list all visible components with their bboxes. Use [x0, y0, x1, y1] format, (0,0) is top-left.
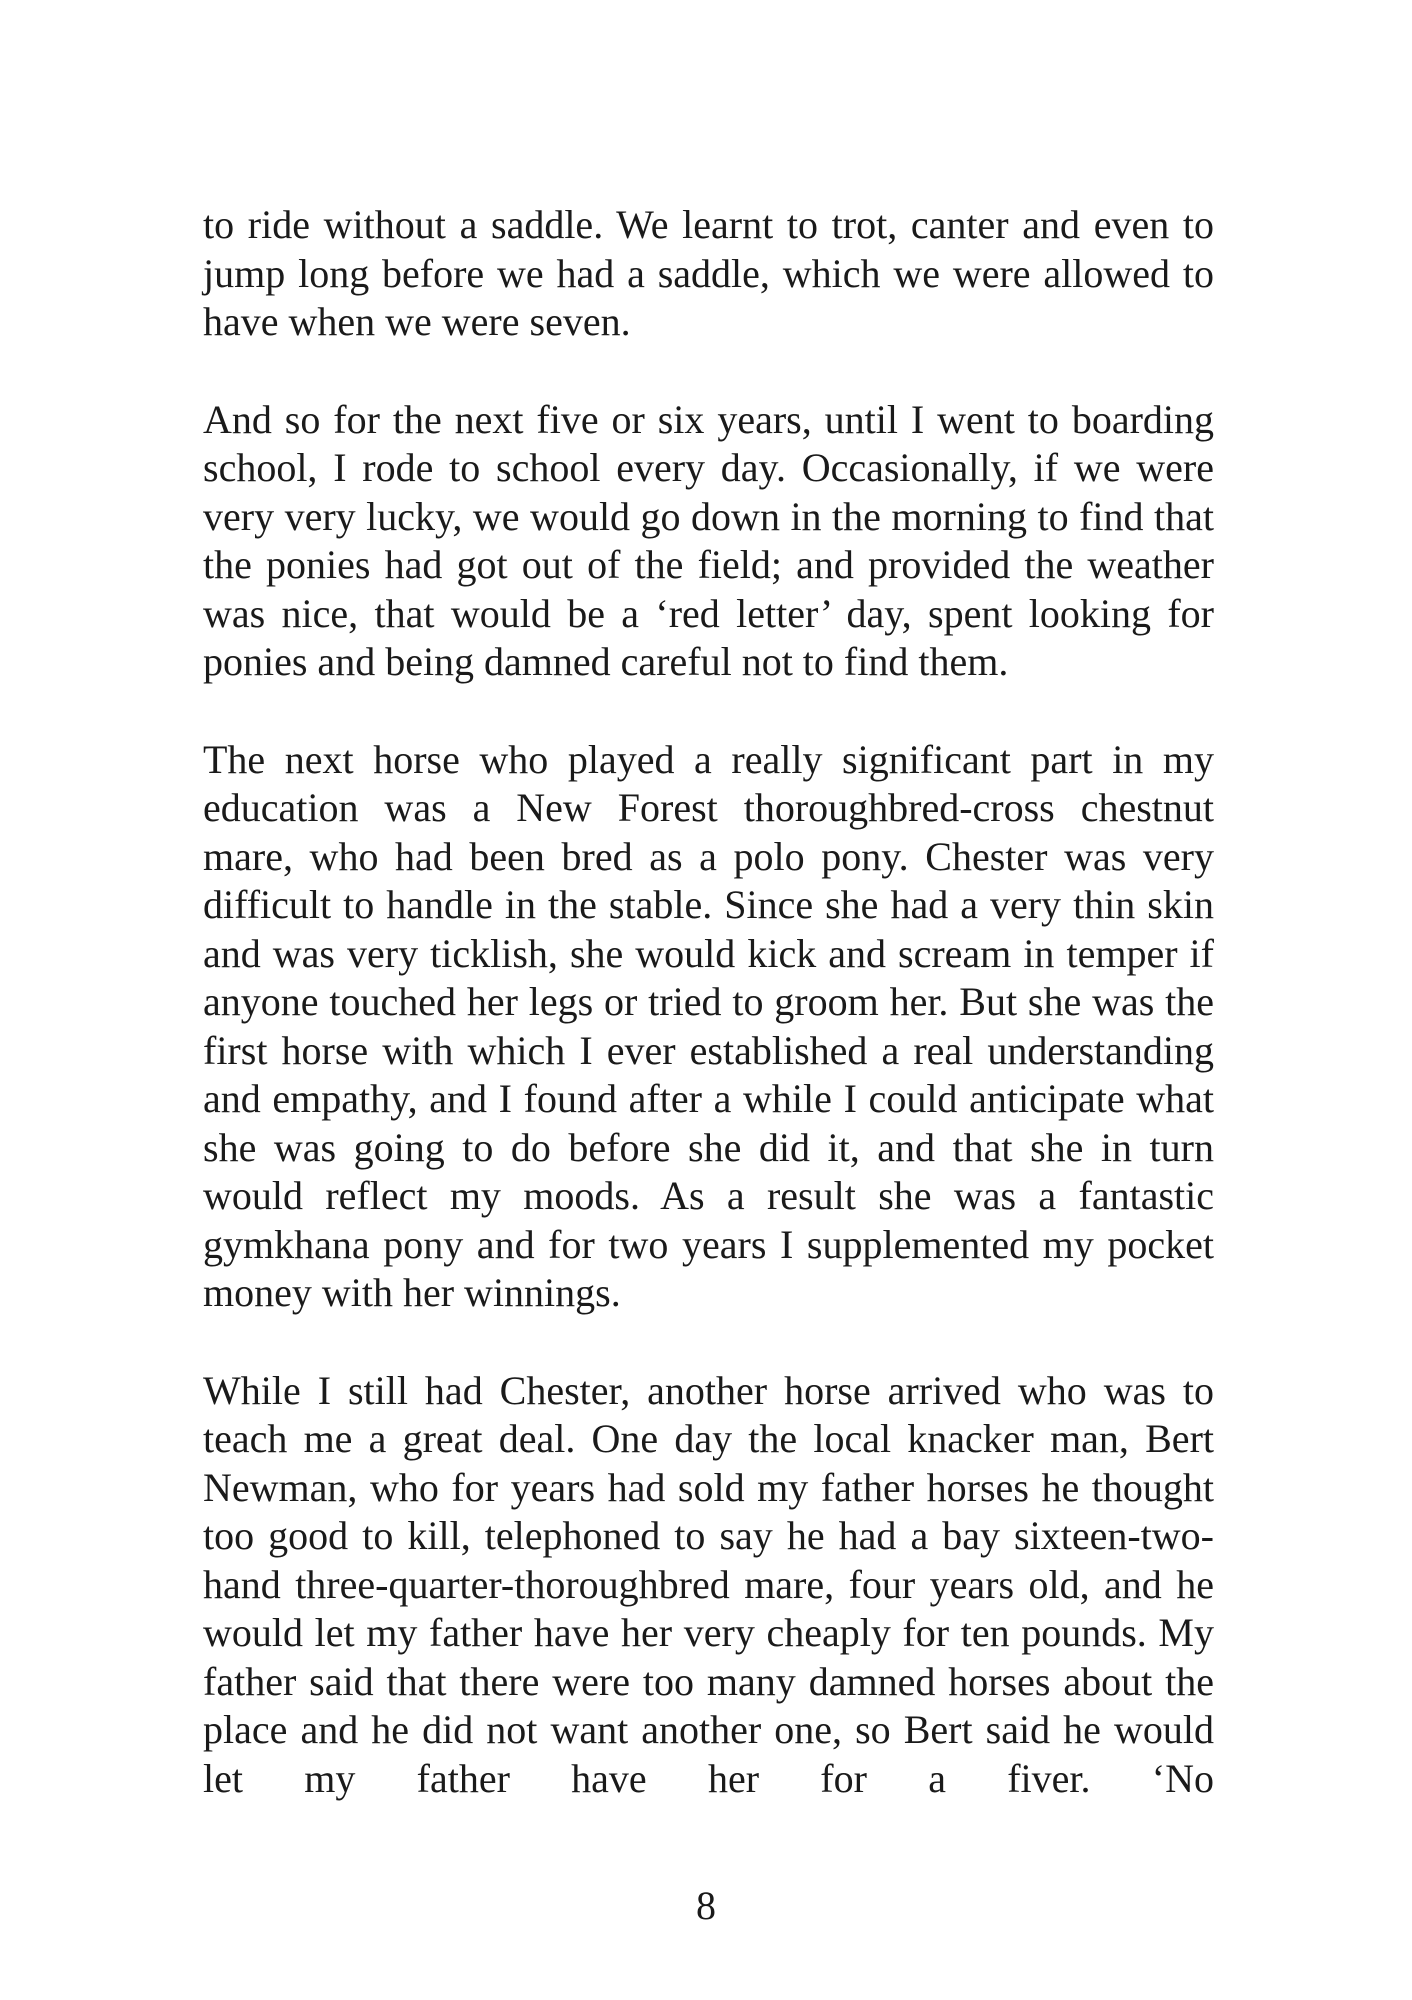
body-text	[203, 201, 1214, 1852]
page-number: 8	[696, 1883, 716, 1928]
paragraph: While I still had Chester, another horse arrived who was to teach me a great deal. One day the local knacker man, Bert Newman, who for years had sold my father horses he thought too good to kill, telephoned to say he had a bay sixteen-two-hand three-quarter-thoroughbred mare, four years old, and he would let my father have her very cheaply for ten pounds. My father said that there were too many damned horses about the place and he did not want another one, so Bert said he would let my father have her for a fiver. ‘No	[203, 1367, 1214, 1801]
paragraph: The next horse who played a really significant part in my education was a New Forest thoroughbred-cross chestnut mare, who had been bred as a polo pony. Chester was very difficult to handle in the stable. Since she had a very thin skin and was very ticklish, she would kick and scream in temper if anyone touched her legs or tried to groom her. But she was the first horse with which I ever established a real understanding and empathy, and I found after a while I could anticipate what she was going to do before she did it, and that she in turn would reflect my moods. As a result she was a fantastic gymkhana pony and for two years I supplemented my pocket money with her winnings.	[203, 736, 1214, 1315]
paragraph: And so for the next five or six years, until I went to boarding school, I rode to school every day. Occasionally, if we were very very lucky, we would go down in the morning to find that the ponies had got out of the field; and provided the weather was nice, that would be a ‘red letter’ day, spent looking for ponies and being damned careful not to find them.	[203, 396, 1214, 684]
paragraph: to ride without a saddle. We learnt to trot, canter and even to jump long before we had a saddle, which we were allowed to have when we were seven.	[203, 202, 1214, 344]
